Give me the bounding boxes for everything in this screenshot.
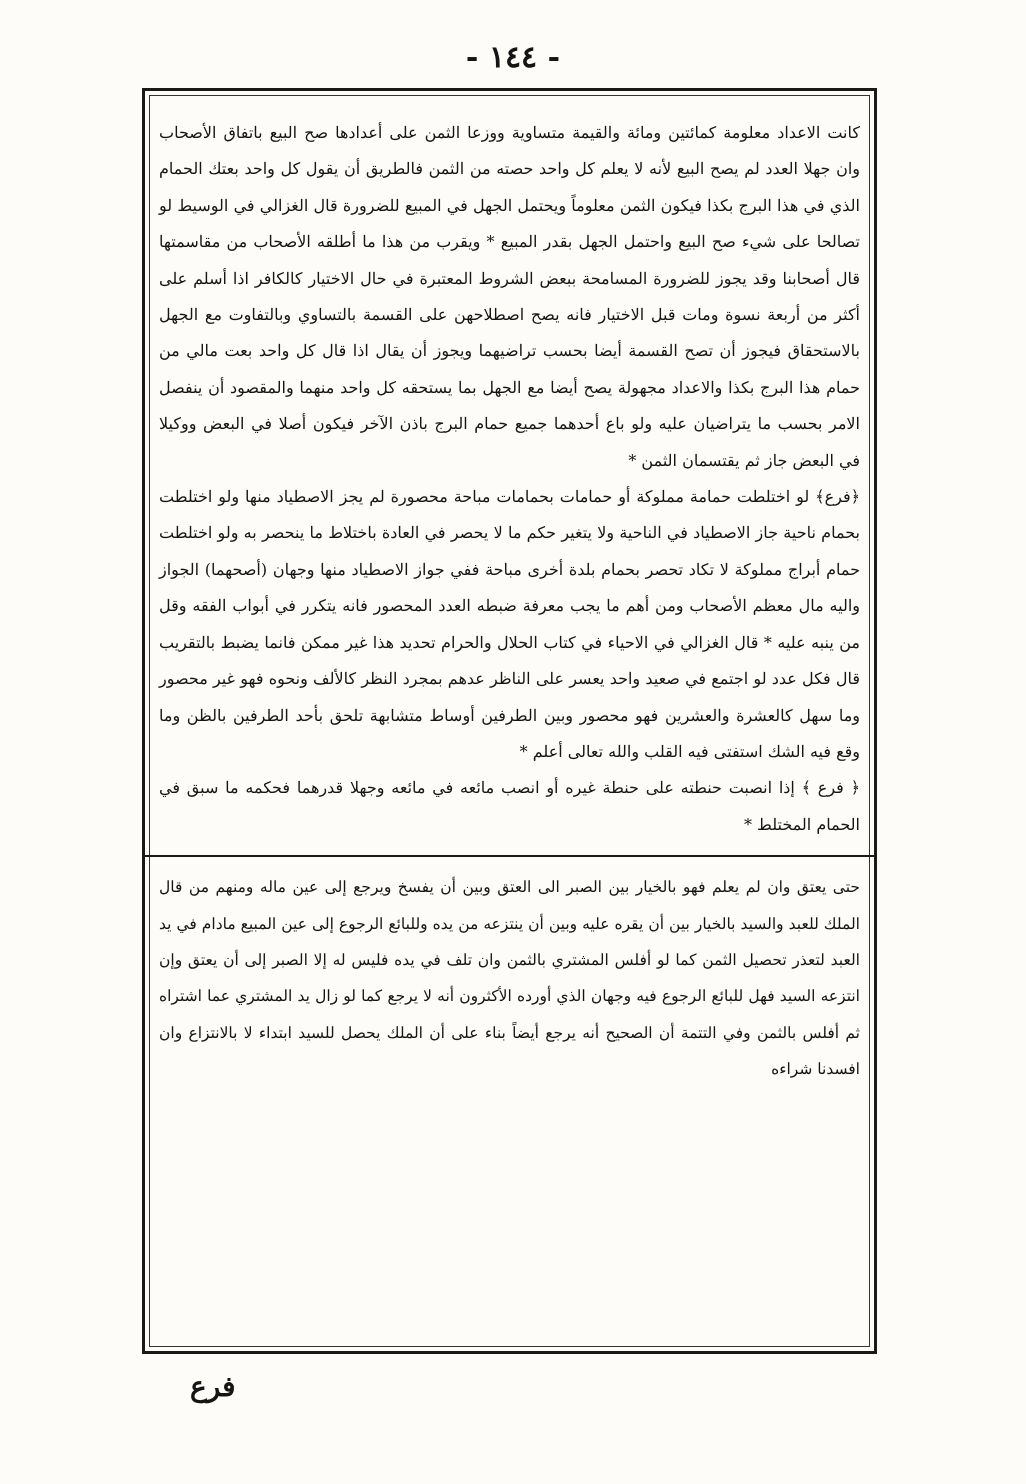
main-paragraph: ﴿فرع﴾ لو اختلطت حمامة مملوكة أو حمامات بحمامات مباحة محصورة لم يجز الاصطياد منها ولو اختلطت بحمام ناحية جاز الاصطياد في الناحية ولا يتغير حكم ما لا يحصر في العادة باختلاط ما ينحصر به ولو اختلطت حمام أبراج مملوكة لا تكاد تحصر بحمام بلدة أخرى مباحة ففي جواز الاصطياد منها وجهان (أصحهما) الجواز واليه مال معظم الأصحاب ومن أهم ما يجب معرفة ضبطه العدد المحصور فانه يتكرر في أبواب الفقه وقل من ينبه عليه * قال الغزالي في الاحياء في كتاب الحلال والحرام تحديد هذا غير ممكن فانما يضبط بالتقريب قال فكل عدد لو اجتمع في صعيد واحد يعسر على الناظر عدهم بمجرد النظر كالألف ونحوه فهو غير محصور وما سهل كالعشرة والعشرين فهو محصور وبين الطرفين أوساط متشابهة تلحق بأحد الطرفين بالظن وما وقع فيه الشك استفتى فيه القلب والله تعالى أعلم * — [159, 487, 860, 761]
commentary-paragraph: حتى يعتق وان لم يعلم فهو بالخيار بين الصبر الى العتق وبين أن يفسخ ويرجع إلى عين ماله ومنهم من قال الملك للعبد والسيد بالخيار بين أن يقره عليه وبين أن ينتزعه من يده وللبائع الرجوع إلى عين المبيع مادام في يد العبد لتعذر تحصيل الثمن كما لو أفلس المشتري بالثمن وان تلف في يده فليس له إلا الصبر إلى أن يعتق وإن انتزعه السيد فهل للبائع الرجوع فيه وجهان الذي أورده الأكثرون أنه لا يرجع كما لو زال يد المشتري عما اشتراه ثم أفلس بالثمن وفي التتمة أن الصحيح أنه يرجع أيضاً بناء على أن الملك يحصل للسيد ابتداء لا بالانتزاع وان افسدنا شراءه — [159, 878, 860, 1079]
page-number: - ١٤٤ - — [465, 40, 561, 75]
footer-catchword: فرع — [190, 1370, 236, 1403]
page-frame — [142, 88, 877, 1354]
main-paragraph: كانت الاعداد معلومة كمائتين ومائة والقيمة متساوية ووزعا الثمن على أعدادها صح البيع باتفاق الأصحاب وان جهلا العدد لم يصح البيع لأنه لا يعلم كل واحد حصته من الثمن فالطريق أن يقول كل واحد بعتك الحمام الذي في هذا البرج بكذا فيكون الثمن معلوماً ويحتمل الجهل في المبيع للضرورة قال الغزالي في الوسيط لو تصالحا على شيء صح البيع واحتمل الجهل بقدر المبيع * ويقرب من هذا ما أطلقه الأصحاب من مقاسمتها قال أصحابنا وقد يجوز للضرورة المسامحة ببعض الشروط المعتبرة في حال الاختيار كالكافر اذا أسلم على أكثر من أربعة نسوة ومات قبل الاختيار فانه يصح اصطلاحهن على القسمة بالتساوي وبالتفاوت مع الجهل بالاستحقاق فيجوز أن تصح القسمة أيضا بحسب تراضيهما ويجوز أن يقال اذا قال كل واحد بعت مالي من حمام هذا البرج بكذا والاعداد مجهولة يصح أيضا مع الجهل بما يستحقه كل واحد منهما والمقصود أن ينفصل الامر بحسب ما يتراضيان عليه ولو باع أحدهما جميع حمام البرج باذن الآخر فيكون أصلا في البعض ووكيلا في البعض جاز ثم يقتسمان الثمن * — [159, 123, 861, 470]
commentary-text — [145, 857, 874, 1087]
main-paragraph: ﴿ فرع ﴾ إذا انصبت حنطته على حنطة غيره أو انصب مائعه في مائعه وجهلا قدرهما فحكمه ما سبق في الحمام المختلط * — [159, 778, 861, 834]
main-text — [145, 91, 874, 843]
